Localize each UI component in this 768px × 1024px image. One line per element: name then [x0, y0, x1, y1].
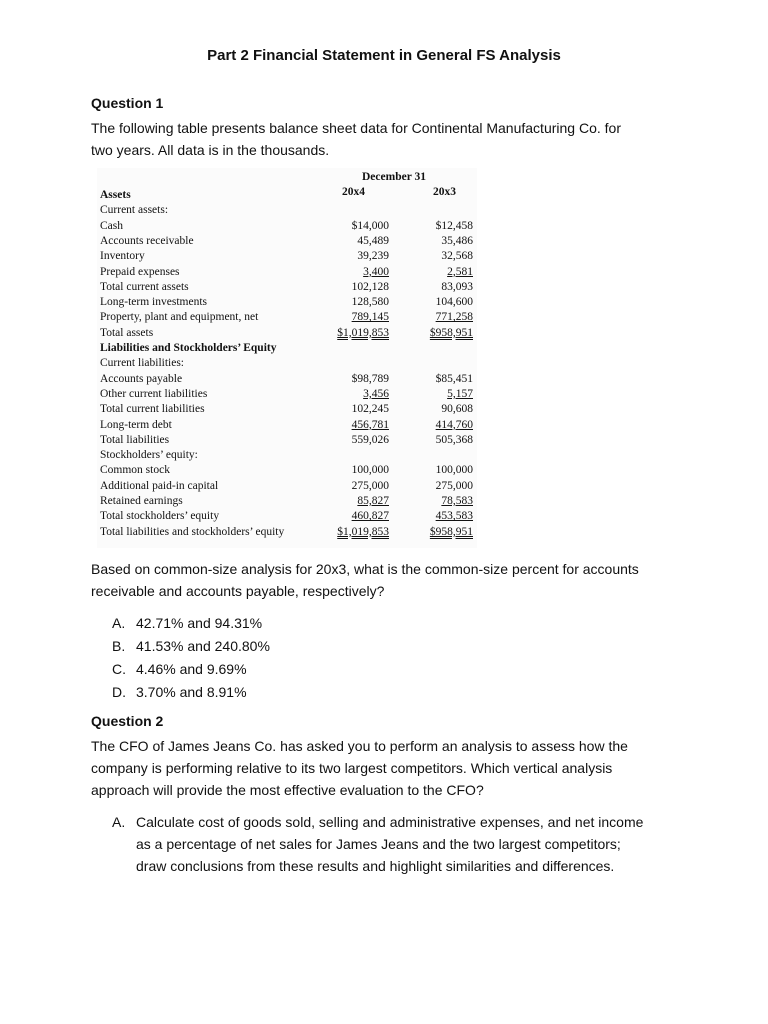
table-row-label: Inventory	[100, 250, 145, 263]
table-cell-20x4	[292, 341, 389, 356]
table-cell-20x4	[292, 203, 389, 218]
page-title: Part 2 Financial Statement in General FS Analysis	[207, 47, 561, 64]
table-row-label: Other current liabilities	[100, 387, 208, 400]
table-row-label: Long-term investments	[100, 296, 207, 309]
question-1-prompt	[91, 558, 681, 602]
option-d[interactable]	[112, 681, 270, 704]
question-1-heading: Question 1	[91, 95, 164, 111]
table-cell-20x4: 456,781	[351, 418, 389, 431]
table-cell-20x4: 100,000	[351, 464, 389, 477]
table-row-label: Accounts payable	[100, 372, 183, 385]
table-row-label: Stockholders’ equity:	[100, 449, 198, 462]
table-cell-20x3: 5,157	[447, 387, 473, 400]
question-2-heading: Question 2	[91, 713, 164, 729]
table-cell-20x4: 460,827	[351, 510, 389, 523]
option-line: as a percentage of net sales for James Jeans and the two largest competitors;	[136, 836, 621, 852]
option-text: 3.70% and 8.91%	[136, 684, 247, 700]
table-cell-20x4: 3,400	[363, 265, 389, 278]
table-row-label: Total liabilities and stockholders’ equity	[100, 525, 285, 538]
option-letter: D.	[112, 684, 126, 700]
option-text: 41.53% and 240.80%	[136, 638, 270, 654]
table-cell-20x3: 83,093	[441, 280, 473, 293]
table-cell-20x3	[395, 203, 473, 218]
table-cell-20x4: 789,145	[351, 311, 389, 324]
option-letter: C.	[112, 661, 126, 677]
table-row-label: Assets	[100, 189, 131, 201]
table-cell-20x3: 505,368	[435, 433, 473, 446]
option-c[interactable]	[112, 658, 270, 681]
table-cell-20x3: $12,458	[435, 219, 473, 232]
table-cell-20x4: 45,489	[357, 234, 389, 247]
table-cell-20x3: $958,951	[429, 326, 473, 339]
table-cell-20x3: 35,486	[441, 234, 473, 247]
table-cell-20x3	[395, 188, 473, 203]
table-cell-20x4: 39,239	[357, 250, 389, 263]
table-cell-20x3: 275,000	[435, 479, 473, 492]
question-2-prompt	[91, 735, 681, 801]
table-row-label: Long-term debt	[100, 418, 172, 431]
question-line: receivable and accounts payable, respectively?	[91, 583, 385, 599]
question-line: The CFO of James Jeans Co. has asked you to perform an analysis to assess how the	[91, 738, 628, 754]
table-row-label: Total liabilities	[100, 433, 170, 446]
table-cell-20x3: 2,581	[447, 265, 473, 278]
option-line: Calculate cost of goods sold, selling and administrative expenses, and net income	[136, 814, 644, 830]
table-cell-20x4: 275,000	[351, 479, 389, 492]
table-cell-20x3: 104,600	[435, 296, 473, 309]
table-row-label: Current liabilities:	[100, 357, 184, 370]
intro-line: The following table presents balance sheet data for Continental Manufacturing Co. for	[91, 120, 621, 136]
intro-line: two years. All data is in the thousands.	[91, 142, 330, 158]
table-row-label: Prepaid expenses	[100, 265, 180, 278]
table-cell-20x3: $958,951	[429, 525, 473, 538]
option-line: draw conclusions from these results and highlight similarities and differences.	[136, 858, 615, 874]
table-cell-20x3: 771,258	[435, 311, 473, 324]
table-cell-20x3: 78,583	[441, 495, 473, 507]
table-row-label: Total current assets	[100, 280, 189, 293]
question-2-option-a[interactable]	[112, 811, 692, 877]
question-1-options	[112, 612, 270, 704]
table-row-label: Common stock	[100, 464, 170, 477]
option-text: 4.46% and 9.69%	[136, 661, 247, 677]
table-row-label: Retained earnings	[100, 495, 183, 507]
table-cell-20x4: 128,580	[351, 296, 389, 309]
question-line: Based on common-size analysis for 20x3, what is the common-size percent for accounts	[91, 561, 639, 577]
balance-sheet-table	[97, 168, 477, 548]
table-row-label: Cash	[100, 219, 123, 232]
option-letter: A.	[112, 615, 126, 631]
table-cell-20x3	[395, 356, 473, 371]
table-row-label: Liabilities and Stockholders’ Equity	[100, 342, 277, 354]
table-row-label: Current assets:	[100, 204, 169, 217]
period-header: December 31	[362, 171, 426, 183]
table-cell-20x3: $85,451	[435, 372, 473, 385]
column-header-20x3: 20x3	[433, 186, 456, 198]
table-cell-20x4: $98,789	[351, 372, 389, 385]
table-cell-20x3: 453,583	[435, 510, 473, 523]
table-cell-20x4	[292, 356, 389, 371]
table-cell-20x3: 100,000	[435, 464, 473, 477]
option-b[interactable]	[112, 635, 270, 658]
table-cell-20x4: 3,456	[363, 387, 389, 400]
table-cell-20x3: 90,608	[441, 403, 473, 416]
table-cell-20x4: 559,026	[351, 433, 389, 446]
table-row-label: Total current liabilities	[100, 403, 205, 416]
option-text: 42.71% and 94.31%	[136, 615, 263, 631]
option-letter: A.	[112, 814, 126, 830]
option-text	[136, 811, 676, 877]
option-letter: B.	[112, 638, 126, 654]
table-cell-20x4: 85,827	[357, 495, 389, 507]
table-cell-20x3: 414,760	[435, 418, 473, 431]
question-1-intro	[91, 117, 681, 161]
option-a[interactable]	[112, 612, 270, 635]
table-cell-20x4: 102,245	[351, 403, 389, 416]
column-header-20x4: 20x4	[342, 186, 365, 198]
table-cell-20x3	[395, 341, 473, 356]
table-cell-20x4	[292, 188, 389, 203]
table-cell-20x4: $14,000	[351, 219, 389, 232]
table-cell-20x4	[292, 448, 389, 463]
table-cell-20x3	[395, 448, 473, 463]
table-row-label: Property, plant and equipment, net	[100, 311, 259, 324]
table-cell-20x4: $1,019,853	[337, 326, 389, 339]
question-line: approach will provide the most effective evaluation to the CFO?	[91, 782, 484, 798]
table-row-label: Total stockholders’ equity	[100, 510, 220, 523]
question-line: company is performing relative to its two largest competitors. Which vertical analysis	[91, 760, 613, 776]
table-row-label: Total assets	[100, 326, 154, 339]
table-row-label: Additional paid-in capital	[100, 479, 219, 492]
table-cell-20x4: $1,019,853	[337, 525, 389, 538]
table-cell-20x4: 102,128	[351, 280, 389, 293]
table-row-label: Accounts receivable	[100, 234, 194, 247]
table-cell-20x3: 32,568	[441, 250, 473, 263]
